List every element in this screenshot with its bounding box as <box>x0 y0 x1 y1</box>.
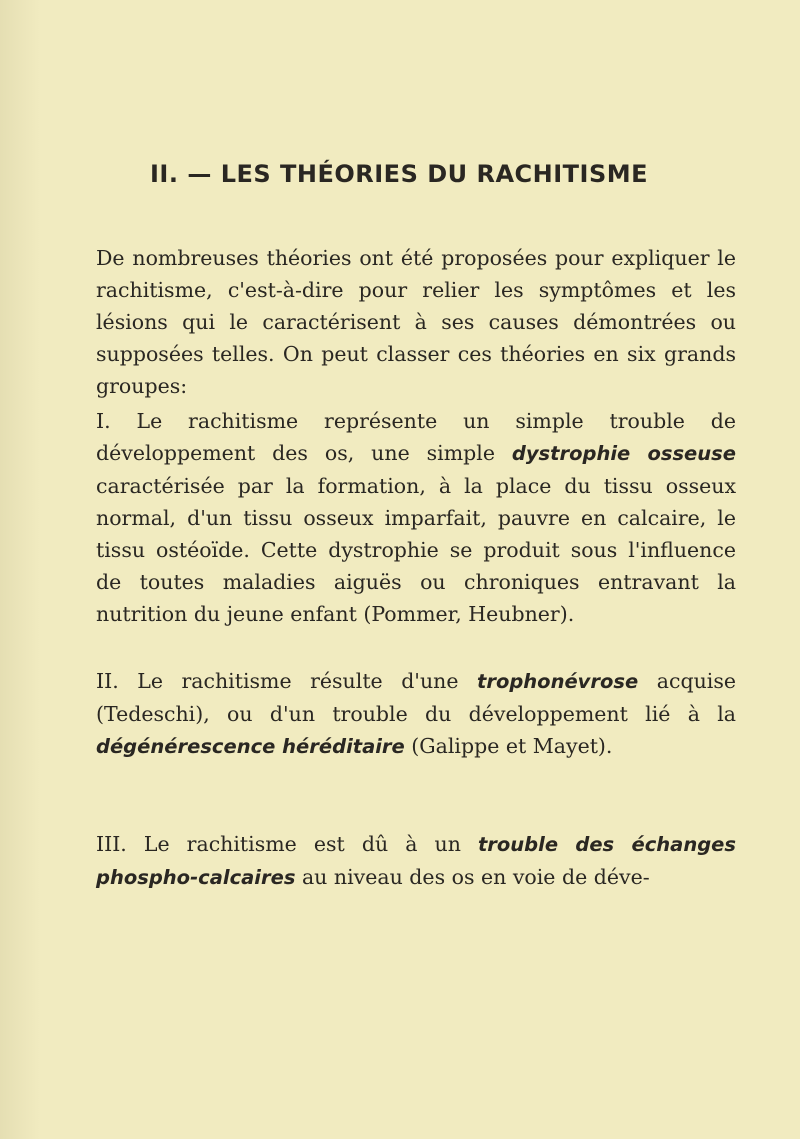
theory-three-text-start: III. Le rachitisme est dû à un <box>96 831 478 856</box>
theory-one-text-end: caractérisée par la formation, à la place du tissu osseux normal, d'un tissu osseux imparfait, pauvre en calcaire, le tissu ostéoïde. Cette dystrophie se produit sous l'influence de toutes maladies aiguës ou chroniques entravant la nutrition du jeune enfant (Pommer, Heubner). <box>96 473 736 626</box>
theory-three-text-end: au niveau des os en voie de déve- <box>295 864 650 889</box>
theory-two-paragraph <box>96 665 736 763</box>
theory-two-text-end: (Galippe et Mayet). <box>404 733 613 758</box>
theory-two-text-middle: acquise (Tedeschi), ou d'un trouble du développement lié à la <box>96 668 736 726</box>
theory-three-emphasis: trouble des échanges phospho-calcaires <box>96 832 736 889</box>
theory-two-emphasis-1: trophonévrose <box>477 669 639 693</box>
theory-two-text-start: II. Le rachitisme résulte d'une <box>96 668 477 693</box>
theory-one-emphasis: dystrophie osseuse <box>511 441 736 465</box>
theory-one-text-start: I. Le rachitisme représente un simple trouble de développement des os, une simple <box>96 408 736 465</box>
theory-one-paragraph <box>96 405 736 630</box>
theory-three-paragraph <box>96 828 736 894</box>
section-title: II. — LES THÉORIES DU RACHITISME <box>150 160 649 188</box>
theory-two-emphasis-2: dégénérescence héréditaire <box>96 734 405 758</box>
intro-paragraph: De nombreuses théories ont été proposées pour expliquer le rachitisme, c'est-à-dire pour relier les symptômes et les lésions qui le caractérisent à ses causes démontrées ou supposées telles. On peut classer ces théories en six grands groupes: <box>96 245 736 398</box>
